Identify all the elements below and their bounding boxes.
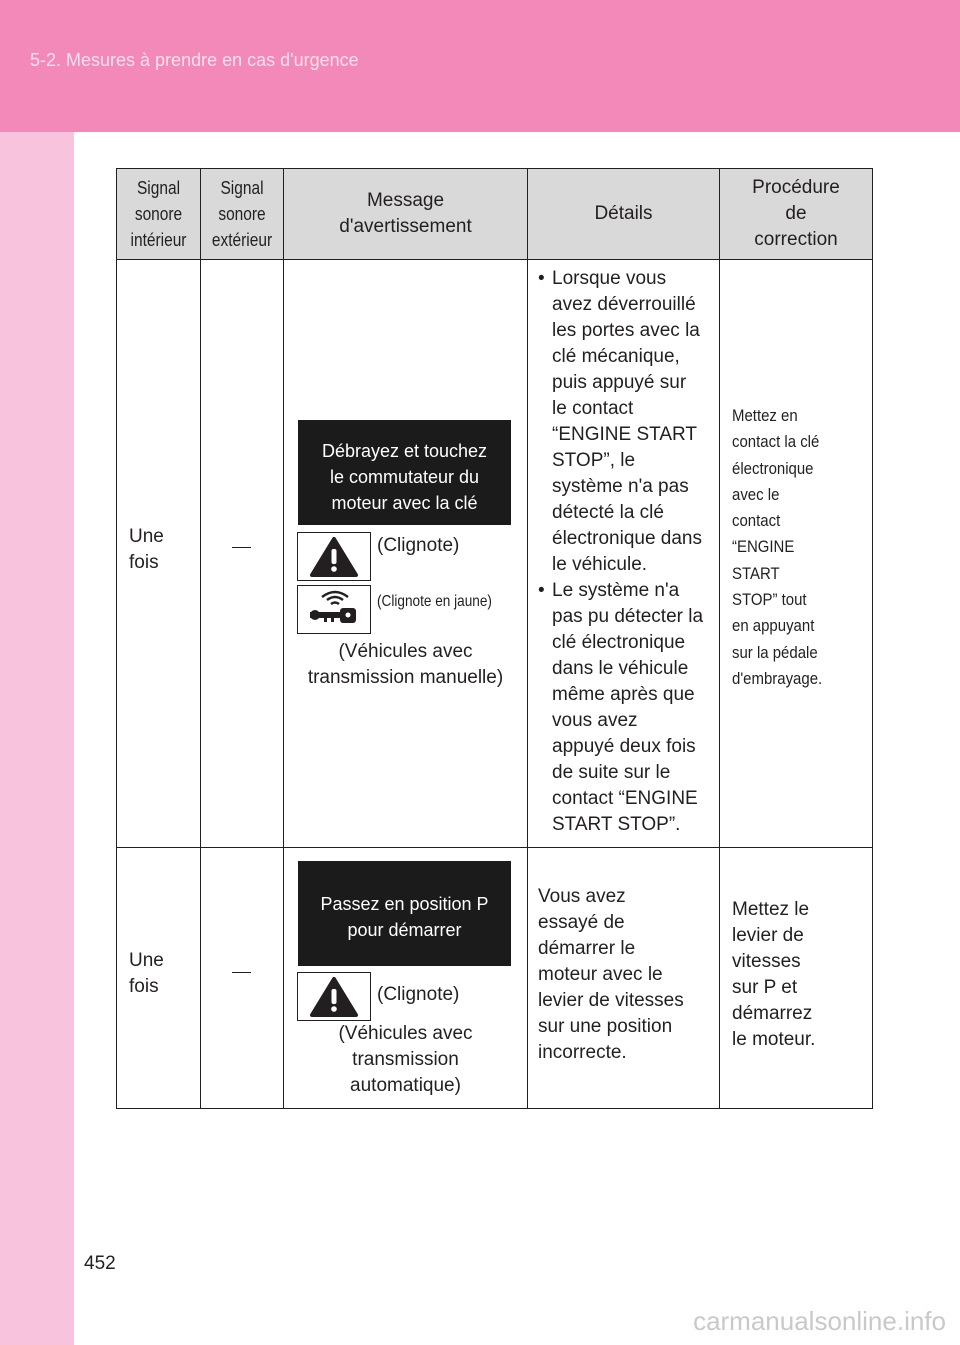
warning-table [116, 168, 873, 1109]
no-buzzer-dash [232, 972, 251, 973]
interior-buzzer-cell: Une fois [117, 848, 201, 1109]
list-item: • Lorsque vous avez déverrouillé les portes avec la clé mécanique, puis appuyé sur le contact “ENGINE START STOP”, le système n'a pas détecté la clé électronique dans le véhicule. [538, 268, 702, 575]
table-row [117, 260, 873, 848]
warning-message-cell: Passez en position P pour démarrer (Clignote) (Véhicules avec transmission automatique) [284, 848, 528, 1109]
watermark: carmanualsonline.info [693, 1306, 946, 1336]
header-warning-message: Message d'avertissement [284, 169, 528, 260]
header-exterior-buzzer: Signal sonore extérieur [201, 169, 284, 260]
procedure-cell: Mettez en contact la clé électronique avec le contact “ENGINE START STOP” tout en appuyant sur la pédale d'embrayage. [720, 260, 873, 848]
details-cell: Vous avez essayé de démarrer le moteur avec le levier de vitesses sur une position incorrecte. [528, 848, 720, 1109]
header-interior-buzzer: Signal sonore intérieur [117, 169, 201, 260]
table-row [117, 848, 873, 1109]
details-cell [528, 260, 720, 848]
section-title: 5-2. Mesures à prendre en cas d'urgence [30, 50, 359, 70]
exterior-buzzer-cell [201, 848, 284, 1109]
warning-triangle-icon [297, 972, 371, 1021]
display-message: Débrayez et touchez le commutateur du moteur avec la clé [298, 420, 511, 525]
warning-message-cell: Débrayez et touchez le commutateur du moteur avec la clé (Clignote) (Clignote en jaune) (Véhicules avec transmission manuelle) [284, 260, 528, 848]
header-details: Détails [528, 169, 720, 260]
header-procedure: Procédure de correction [720, 169, 873, 260]
display-message: Passez en position P pour démarrer [298, 861, 511, 966]
no-buzzer-dash [232, 547, 251, 548]
list-item: • Le système n'a pas pu détecter la clé électronique dans le véhicule même après que vous avez appuyé deux fois de suite sur le contact “ENGINE START STOP”. [538, 580, 704, 835]
table-header-row [117, 169, 873, 260]
exterior-buzzer-cell [201, 260, 284, 848]
warning-triangle-icon [297, 532, 371, 581]
interior-buzzer-cell: Une fois [117, 260, 201, 848]
procedure-cell: Mettez le levier de vitesses sur P et démarrez le moteur. [720, 848, 873, 1109]
side-band [0, 132, 74, 1345]
page-number: 452 [84, 1253, 116, 1274]
smart-key-icon [297, 585, 371, 634]
